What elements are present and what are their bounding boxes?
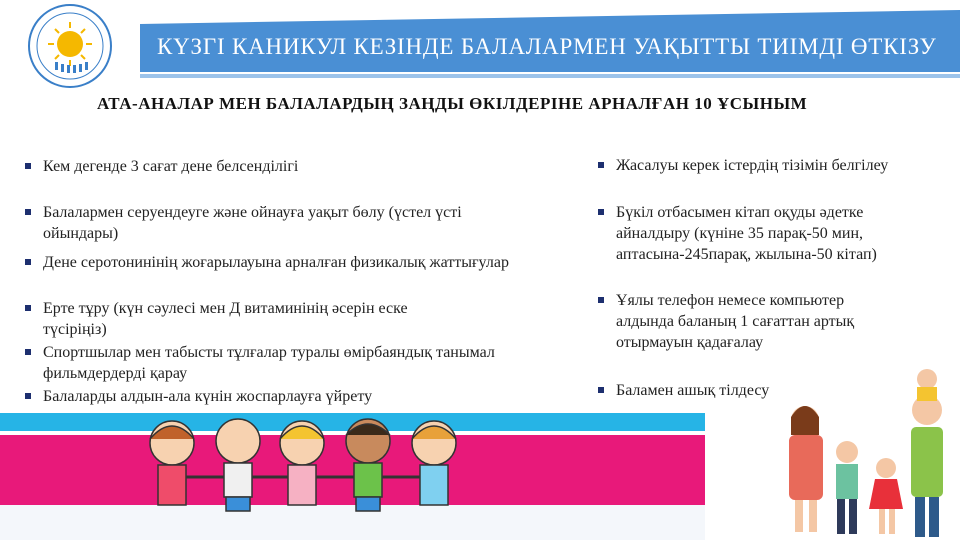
list-item bbox=[25, 342, 578, 384]
list-item-text: Жасалуы керек істердің тізімін белгілеу bbox=[616, 157, 889, 174]
list-item-text: Дене серотонинінің жоғарылауына арналған физикалық жаттығулар bbox=[43, 254, 509, 271]
list-item bbox=[598, 155, 946, 176]
list-item bbox=[25, 156, 563, 177]
bullet-icon bbox=[25, 349, 31, 355]
children-illustration bbox=[0, 405, 705, 540]
bullet-icon bbox=[598, 387, 604, 393]
list-item-text: Ерте тұру (күн сәулесі мен Д витаминінің әсерін еске түсіріңіз) bbox=[43, 300, 408, 338]
list-item-text: Балаларды алдын-ала күнін жоспарлауға үйрету bbox=[43, 388, 373, 405]
family-illustration bbox=[775, 365, 960, 540]
bullet-icon bbox=[25, 393, 31, 399]
list-item-text: Балалармен серуендеуге және ойнауға уақыт бөлу (үстел үсті ойындары) bbox=[43, 204, 462, 242]
list-item bbox=[598, 290, 906, 353]
list-item bbox=[25, 386, 563, 407]
bullet-icon bbox=[598, 297, 604, 303]
list-item bbox=[25, 202, 513, 244]
emblem-logo bbox=[28, 4, 112, 88]
list-item-text: Бүкіл отбасымен кітап оқуды әдетке айналдыру (күніне 35 парақ-50 мин, аптасына-245парақ, жылына-50 кітап) bbox=[616, 204, 877, 263]
list-item-text: Ұялы телефон немесе компьютер алдында баланың 1 сағаттан артық отырмауын қадағалау bbox=[616, 292, 855, 351]
list-item bbox=[25, 252, 513, 273]
bullet-icon bbox=[25, 209, 31, 215]
bullet-icon bbox=[598, 162, 604, 168]
bullet-icon bbox=[25, 163, 31, 169]
list-item-text: Спортшылар мен табысты тұлғалар туралы өмірбаяндық танымал фильмдердерді қарау bbox=[43, 344, 495, 382]
page-subtitle: АТА-АНАЛАР МЕН БАЛАЛАРДЫҢ ЗАҢДЫ ӨКІЛДЕРІНЕ АРНАЛҒАН 10 ҰСЫНЫМ bbox=[97, 94, 808, 113]
bullet-icon bbox=[25, 305, 31, 311]
page-title: КҮЗГІ КАНИКУЛ КЕЗІНДЕ БАЛАЛАРМЕН УАҚЫТТЫ ТИІМДІ ӨТКІЗУ bbox=[157, 34, 937, 59]
list-item bbox=[598, 202, 916, 265]
list-item-text: Кем дегенде 3 сағат дене белсенділігі bbox=[43, 158, 299, 175]
bullet-icon bbox=[25, 259, 31, 265]
list-item bbox=[25, 298, 463, 340]
list-item-text: Баламен ашық тілдесу bbox=[616, 382, 770, 399]
bullet-icon bbox=[598, 209, 604, 215]
